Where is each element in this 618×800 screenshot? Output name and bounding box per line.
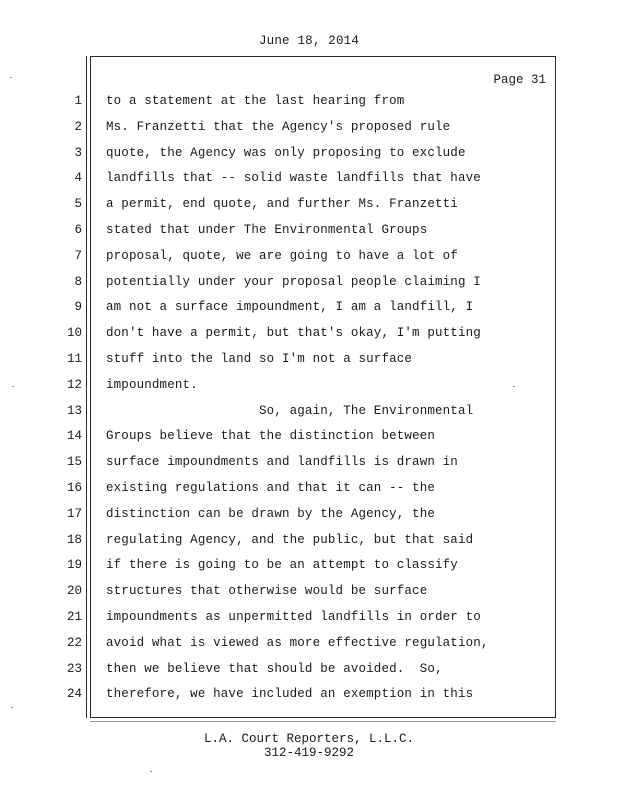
line-number: 4 <box>74 171 82 186</box>
transcript-line: avoid what is viewed as more effective regulation, <box>106 635 489 650</box>
transcript-line: surface impoundments and landfills is drawn in <box>106 455 458 470</box>
line-number-column <box>40 89 82 708</box>
line-number: 12 <box>66 377 82 392</box>
transcript-line: impoundment. <box>106 377 198 392</box>
frame-bottom-rule <box>90 721 556 722</box>
transcript-line: then we believe that should be avoided. So, <box>106 661 443 676</box>
line-number: 15 <box>66 455 82 470</box>
scan-speck <box>11 707 13 708</box>
transcript-line: structures that otherwise would be surface <box>106 584 428 599</box>
transcript-line: distinction can be drawn by the Agency, the <box>106 506 436 521</box>
transcript-line: quote, the Agency was only proposing to exclude <box>106 145 466 160</box>
transcript-line: am not a surface impoundment, I am a landfill, I <box>106 300 474 315</box>
transcript-line: existing regulations and that it can -- the <box>106 480 436 495</box>
line-number: 14 <box>66 429 82 444</box>
line-number: 21 <box>66 609 82 624</box>
footer-phone: 312-419-9292 <box>263 746 354 760</box>
transcript-line: stuff into the land so I'm not a surface <box>106 351 413 366</box>
page-number: Page 31 <box>493 73 546 87</box>
transcript-line: Groups believe that the distinction between <box>106 429 436 444</box>
transcript-line: Ms. Franzetti that the Agency's proposed rule <box>106 119 451 134</box>
transcript-line: don't have a permit, but that's okay, I'm putting <box>106 326 481 341</box>
line-number: 1 <box>74 94 82 108</box>
line-number: 19 <box>66 558 82 573</box>
scan-speck <box>150 771 152 772</box>
line-number: 8 <box>74 274 82 289</box>
transcript-line: landfills that -- solid waste landfills that have <box>106 171 481 186</box>
line-number: 10 <box>66 326 82 341</box>
transcript-line: to a statement at the last hearing from <box>106 94 405 108</box>
line-number: 18 <box>66 532 82 547</box>
transcript-line: if there is going to be an attempt to classify <box>106 558 458 573</box>
transcript-line: impoundments as unpermitted landfills in order to <box>106 609 481 624</box>
line-number: 9 <box>74 300 82 315</box>
line-number: 20 <box>66 584 82 599</box>
transcript-line: proposal, quote, we are going to have a lot of <box>106 248 458 263</box>
line-number: 11 <box>66 351 82 366</box>
line-number: 3 <box>74 145 82 160</box>
line-number: 6 <box>74 222 82 237</box>
line-number: 13 <box>66 403 82 418</box>
line-number: 7 <box>74 248 82 263</box>
line-number: 5 <box>74 197 82 212</box>
scan-speck <box>12 386 14 387</box>
transcript-body <box>106 89 551 708</box>
page-footer <box>0 732 618 760</box>
transcript-line: stated that under The Environmental Groups <box>106 222 428 237</box>
line-number: 24 <box>66 687 82 702</box>
frame-margin-rule <box>86 56 87 718</box>
page-header-date: June 18, 2014 <box>258 34 360 48</box>
transcript-line: potentially under your proposal people claiming I <box>106 274 481 289</box>
footer-company: L.A. Court Reporters, L.L.C. <box>203 732 415 746</box>
transcript-line: regulating Agency, and the public, but that said <box>106 532 474 547</box>
line-number: 2 <box>74 119 82 134</box>
transcript-line: therefore, we have included an exemption in this <box>106 687 474 702</box>
scan-speck <box>513 386 515 387</box>
scan-speck <box>10 77 12 78</box>
line-number: 22 <box>66 635 82 650</box>
line-number: 16 <box>66 480 82 495</box>
line-number: 23 <box>66 661 82 676</box>
transcript-line: So, again, The Environmental <box>106 403 474 418</box>
transcript-line: a permit, end quote, and further Ms. Franzetti <box>106 197 458 212</box>
line-number: 17 <box>66 506 82 521</box>
